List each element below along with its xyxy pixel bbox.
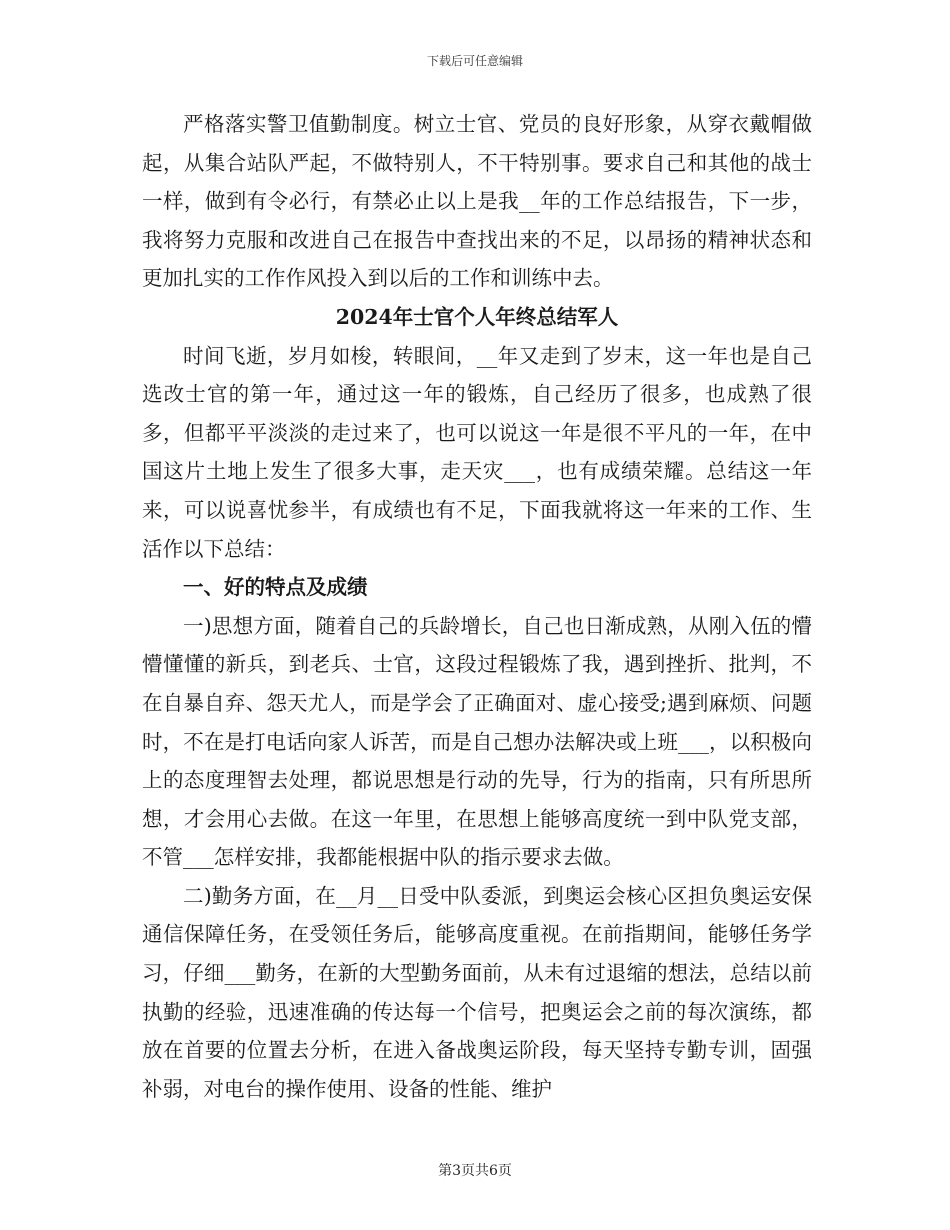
- page-footer: 第3页共6页: [438, 1163, 512, 1179]
- page-header: 下载后可任意编辑: [426, 54, 523, 68]
- document-body: [142, 105, 812, 1108]
- paragraph-3: 一)思想方面，随着自己的兵龄增长，自己也日渐成熟，从刚入伍的懵懵懂懂的新兵，到老兵、士官，这段过程锻炼了我，遇到挫折、批判，不在自暴自弃、怨天尤人，而是学会了正确面对、虚心接受;遇到麻烦、问题时，不在是打电话向家人诉苦，而是自己想办法解决或上班___，以积极向上的态度理智去处理，都说思想是行动的先导，行为的指南，只有所思所想，才会用心去做。在这一年里，在思想上能够高度统一到中队党支部，不管___怎样安排，我都能根据中队的指示要求去做。: [142, 613, 812, 870]
- section-title: 2024年士官个人年终总结军人: [335, 304, 619, 329]
- subsection-heading: 一、好的特点及成绩: [183, 575, 368, 600]
- paragraph-4: 二)勤务方面，在__月__日受中队委派，到奥运会核心区担负奥运安保通信保障任务，在受领任务后，能够高度重视。在前指期间，能够任务学习，仔细___勤务，在新的大型勤务面前，从未有过退缩的想法，总结以前执勤的经验，迅速准确的传达每一个信号，把奥运会之前的每次演练，都放在首要的位置去分析，在进入备战奥运阶段，每天坚持专勤专训，固强补弱，对电台的操作使用、设备的性能、维护: [142, 883, 812, 1101]
- paragraph-2: 时间飞逝，岁月如梭，转眼间，__年又走到了岁末，这一年也是自己选改士官的第一年，通过这一年的锻炼，自己经历了很多，也成熟了很多，但都平平淡淡的走过来了，也可以说这一年是很不平凡的一年，在中国这片土地上发生了很多大事，走天灾___，也有成绩荣耀。总结这一年来，可以说喜忧参半，有成绩也有不足，下面我就将这一年来的工作、生活作以下总结：: [142, 343, 812, 561]
- paragraph-1: 严格落实警卫值勤制度。树立士官、党员的良好形象，从穿衣戴帽做起，从集合站队严起，不做特别人，不干特别事。要求自己和其他的战士一样，做到有令必行，有禁必止以上是我__年的工作总结报告，下一步，我将努力克服和改进自己在报告中查找出来的不足，以昂扬的精神状态和更加扎实的工作作风投入到以后的工作和训练中去。: [142, 112, 812, 291]
